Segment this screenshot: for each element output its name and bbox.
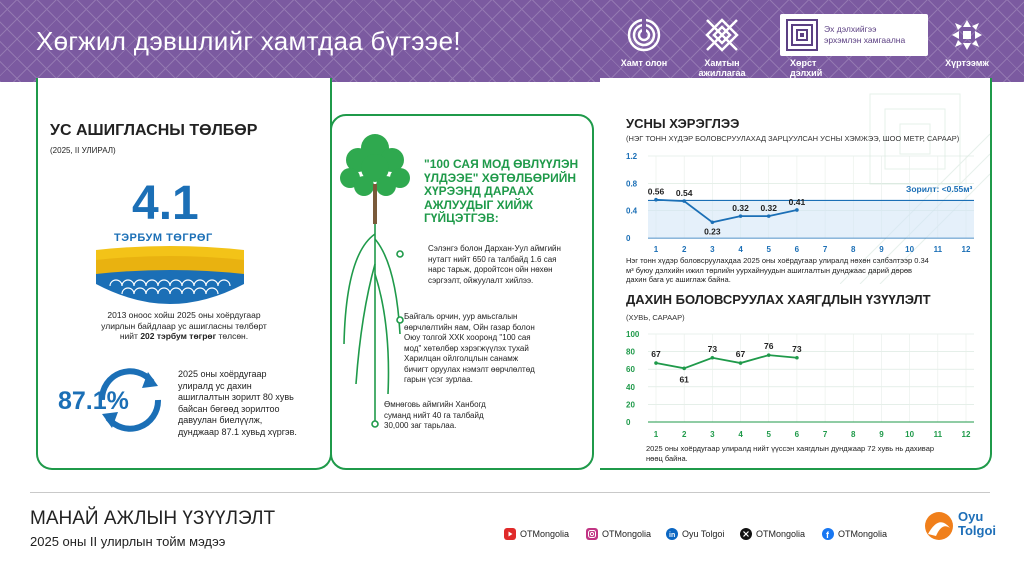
y-tick-label: 80 [626, 347, 635, 357]
footer-subtitle: 2025 оны II улирлын тойм мэдээ [30, 534, 226, 549]
water-note-line-3: дахин бага ус ашиглаж байна. [626, 275, 731, 284]
water-note-line-1: Нэг тонн хүдэр боловсруулахдаа 2025 оны хоёрдугаар улиралд нөхөн сэлбэлтээр 0.34 [626, 256, 929, 265]
y-tick-label: 40 [626, 382, 635, 392]
x-tick-label: 6 [794, 430, 800, 439]
tree-item-3-line-1: Өмнөговь аймгийн Ханбогд [384, 400, 486, 409]
x-tick-label: 4 [738, 430, 743, 439]
access-icon [950, 18, 984, 52]
water-payment-unit: ТЭРБУМ ТӨГРӨГ [114, 232, 213, 244]
tree-item-2-line-3: Оюу толгой ХХК хооронд "100 сая [404, 333, 531, 342]
data-label: 0.23 [704, 226, 721, 237]
x-tick-label: 9 [879, 245, 884, 254]
oyu-tolgoi-logo-icon [922, 506, 956, 546]
x-tick-label: 8 [851, 430, 856, 439]
highlight-line-2: эрхэмлэн хамгаална [824, 35, 906, 45]
instagram-handle: OTMongolia [602, 529, 652, 539]
data-label: 0.54 [675, 188, 693, 199]
y-tick-label: 0.4 [626, 206, 638, 216]
reuse-line-2: улиралд ус дахин [178, 380, 252, 391]
data-label: 73 [792, 343, 802, 354]
x-tick-label: 7 [822, 430, 828, 439]
data-point [767, 214, 771, 218]
tree-item-1-line-1: Сэлэнгэ болон Дархан-Уул аймгийн [428, 244, 561, 253]
tree-heading-line-4: АЖЛУУДЫГ ХИЙЖ [424, 197, 533, 212]
linkedin-icon [666, 528, 678, 540]
facebook-link[interactable] [822, 528, 887, 540]
highlight-line-1: Эх дэлхийгээ [824, 24, 877, 34]
y-tick-label: 100 [626, 330, 640, 339]
recycling-note [646, 444, 934, 463]
earth-icon [785, 18, 819, 52]
data-point [711, 356, 715, 360]
logo-line-2: Tolgoi [958, 523, 997, 538]
water-payment-period: (2025, II УЛИРАЛ) [50, 146, 116, 155]
partnership-label: Хамтын ажиллагаа [698, 58, 746, 78]
data-label: 0.56 [647, 186, 665, 197]
youtube-handle: OTMongolia [520, 529, 570, 539]
community-label: Хамт олон [620, 58, 668, 68]
x-tick-label: 5 [766, 430, 771, 439]
data-label: 67 [735, 349, 746, 360]
tree-item-1-line-4: сэргээлт, ойжуулалт хийлээ. [428, 275, 534, 285]
data-point [711, 220, 715, 224]
y-tick-label: 0 [626, 418, 631, 427]
y-tick-label: 0.8 [626, 179, 638, 189]
data-label: 61 [679, 374, 689, 385]
data-point [654, 361, 658, 365]
tree-with-roots-illustration [336, 124, 414, 444]
water-payment-desc-line-2: улирлын байдлаар ус ашигласны төлбөрт [101, 320, 267, 331]
tree-item-1 [428, 244, 561, 286]
x-tick-label: 9 [879, 430, 884, 439]
x-icon [740, 528, 752, 540]
data-point [654, 198, 658, 202]
access-label: Хүртээмж [945, 58, 989, 68]
y-tick-label: 60 [626, 365, 635, 375]
water-payment-value: 4.1 [132, 177, 199, 230]
tree-item-2-line-4: мод" хөтөлбөр хэрэгжүүлэх тухай [404, 343, 529, 353]
tree-item-3-line-3: 30,000 заг тарьлаа. [384, 421, 457, 430]
target-band [648, 200, 974, 238]
earth-highlight-box [780, 14, 928, 56]
water-note-line-2: м³ буюу дэлхийн ижил төрлийн уурхайнуудын ашиглалтын дунджаас дарий дөрөв [626, 265, 913, 275]
x-tick-label: 11 [933, 245, 943, 254]
page-title: Хөгжил дэвшлийг хамтдаа бүтээе! [36, 26, 461, 56]
x-tick-label: 10 [905, 245, 915, 254]
x-tick-label: 7 [822, 245, 828, 254]
data-label: 73 [707, 343, 718, 354]
tree-heading-line-5: ГҮЙЦЭТГЭВ: [424, 211, 499, 225]
water-reuse-value: 87.1% [58, 387, 129, 415]
x-tick-label: 3 [710, 430, 715, 439]
data-label: 0.41 [788, 196, 806, 207]
data-point [682, 367, 686, 371]
svg-text:in: in [669, 532, 676, 539]
water-use-note [626, 256, 929, 285]
header-banner [0, 0, 1024, 82]
tree-item-2 [404, 312, 535, 386]
x-tick-label: 2 [681, 245, 687, 254]
x-tick-label: 5 [766, 245, 771, 254]
facebook-handle: OTMongolia [838, 529, 888, 539]
data-point [682, 199, 686, 203]
x-tick-label: 4 [738, 245, 743, 254]
tree-item-1-line-3: нарс тарьж, доройтсон ойн нөхөн [428, 265, 553, 274]
footer-title: МАНАЙ АЖЛЫН ҮЗҮҮЛЭЛТ [30, 508, 276, 529]
data-point [739, 361, 743, 365]
tree-item-2-line-5: Харилцан ойлголцлын санамж [404, 354, 519, 363]
tree-heading-line-2: ҮЛДЭЭЕ" ХӨТӨЛБӨРИЙН [424, 170, 577, 185]
partnership-icon [705, 18, 739, 52]
x-tick-label: 3 [710, 245, 715, 254]
reuse-line-5: давуулан биелүүлж, [178, 415, 263, 425]
y-tick-label: 0 [626, 234, 631, 243]
x-tick-label: 1 [653, 245, 659, 254]
youtube-link[interactable] [504, 528, 569, 540]
recycling-chart-title: ДАХИН БОЛОВСРУУЛАХ ХАЯГДЛЫН ҮЗҮҮЛЭЛТ [626, 292, 931, 307]
linkedin-link[interactable] [666, 528, 724, 540]
desc-highlight: 202 тэрбум төгрөг [140, 331, 217, 341]
water-use-chart [612, 146, 992, 256]
community-icon [627, 18, 661, 52]
data-point [739, 214, 743, 218]
water-payment-desc-line-1: 2013 оноос хойш 2025 оны хоёрдугаар [107, 310, 261, 320]
data-label: 0.32 [732, 203, 749, 214]
oyu-tolgoi-logo-text [958, 510, 996, 538]
footer-divider [30, 492, 990, 493]
recycling-chart [612, 326, 992, 442]
tree-program-heading [424, 158, 578, 226]
reuse-line-3: ашиглалтын зорилт 80 хувь [178, 392, 294, 402]
instagram-icon [586, 528, 598, 540]
water-reuse-description [178, 369, 297, 438]
y-tick-label: 20 [626, 400, 635, 410]
x-tick-label: 1 [653, 430, 659, 439]
tree-item-1-line-2: нутагт нийт 650 га талбайд 1.6 сая [428, 254, 557, 264]
data-label: 76 [763, 341, 774, 352]
x-tick-label: 2 [681, 430, 687, 439]
reuse-line-1: 2025 оны хоёрдугаар [178, 369, 267, 379]
water-use-chart-title: УСНЫ ХЭРЭГЛЭЭ [626, 116, 740, 131]
desc-suffix: төлсөн. [216, 331, 249, 341]
series-line [656, 355, 797, 368]
x-tick-label: 12 [961, 245, 971, 254]
tree-item-2-line-7: гарын үсэг зурлаа. [404, 375, 473, 384]
water-target-label: Зорилт: <0.55м³ [906, 184, 973, 194]
tree-heading-line-3: ХҮРЭЭНД ДАРААХ [424, 184, 534, 198]
linkedin-handle: Oyu Tolgoi [682, 529, 725, 539]
reuse-line-6: дунджаар 87.1 хувьд хүргэв. [178, 426, 297, 437]
data-point [795, 356, 799, 360]
recycling-chart-subtitle: (ХУВЬ, САРААР) [626, 313, 685, 322]
x-link[interactable] [740, 528, 805, 540]
tree-item-3 [384, 400, 486, 432]
tree-item-2-line-6: бичигт оруулах нэмэлт өөрчлөлтөд [404, 364, 535, 374]
logo-line-1: Oyu [958, 509, 984, 524]
desc-prefix: нийт [119, 331, 141, 341]
earth-label: Хөрст дэлхий [790, 58, 823, 78]
reuse-line-4: байсан бөгөөд зорилтоо [178, 403, 280, 414]
y-tick-label: 1.2 [626, 152, 638, 161]
water-payment-desc-line-3 [40, 331, 328, 342]
tree-heading-line-1: "100 САЯ МОД ӨВЛҮҮЛЭН [424, 157, 579, 171]
x-handle: OTMongolia [756, 529, 806, 539]
x-tick-label: 6 [794, 245, 800, 254]
data-label: 67 [651, 349, 661, 360]
water-payment-title: УС АШИГЛАСНЫ ТӨЛБӨР [50, 122, 258, 139]
tree-item-2-line-1: Байгаль орчин, уур амьсгалын [404, 312, 518, 321]
x-tick-label: 10 [905, 430, 915, 439]
data-label: 0.32 [760, 203, 778, 214]
water-waves-illustration [96, 246, 244, 304]
water-use-chart-subtitle: (НЭГ ТОНН ХҮДЭР БОЛОВСРУУЛАХАД ЗАРЦУУЛСАН УСНЫ ХЭМЖЭЭ, ШОО МЕТР, САРААР) [626, 134, 960, 143]
x-tick-label: 12 [961, 430, 971, 439]
x-tick-label: 11 [933, 430, 943, 439]
tree-item-3-line-2: суманд нийт 40 га талбайд [384, 410, 484, 420]
svg-text:f: f [826, 530, 829, 540]
tree-item-2-line-2: өөрчлөлтийн яам, Ойн газар болон [404, 322, 535, 332]
data-point [795, 208, 799, 212]
data-point [767, 353, 771, 357]
youtube-icon [504, 528, 516, 540]
recycling-note-line-1: 2025 оны хоёрдугаар улиралд нийт үүссэн хаягдлын дунджаар 72 хувь нь дахивар [646, 444, 935, 453]
water-payment-description [40, 310, 328, 342]
recycling-note-line-2: нөөц байна. [646, 453, 688, 463]
highlight-text [824, 24, 905, 46]
instagram-link[interactable] [586, 528, 651, 540]
x-tick-label: 8 [851, 245, 856, 254]
facebook-icon [822, 528, 834, 540]
